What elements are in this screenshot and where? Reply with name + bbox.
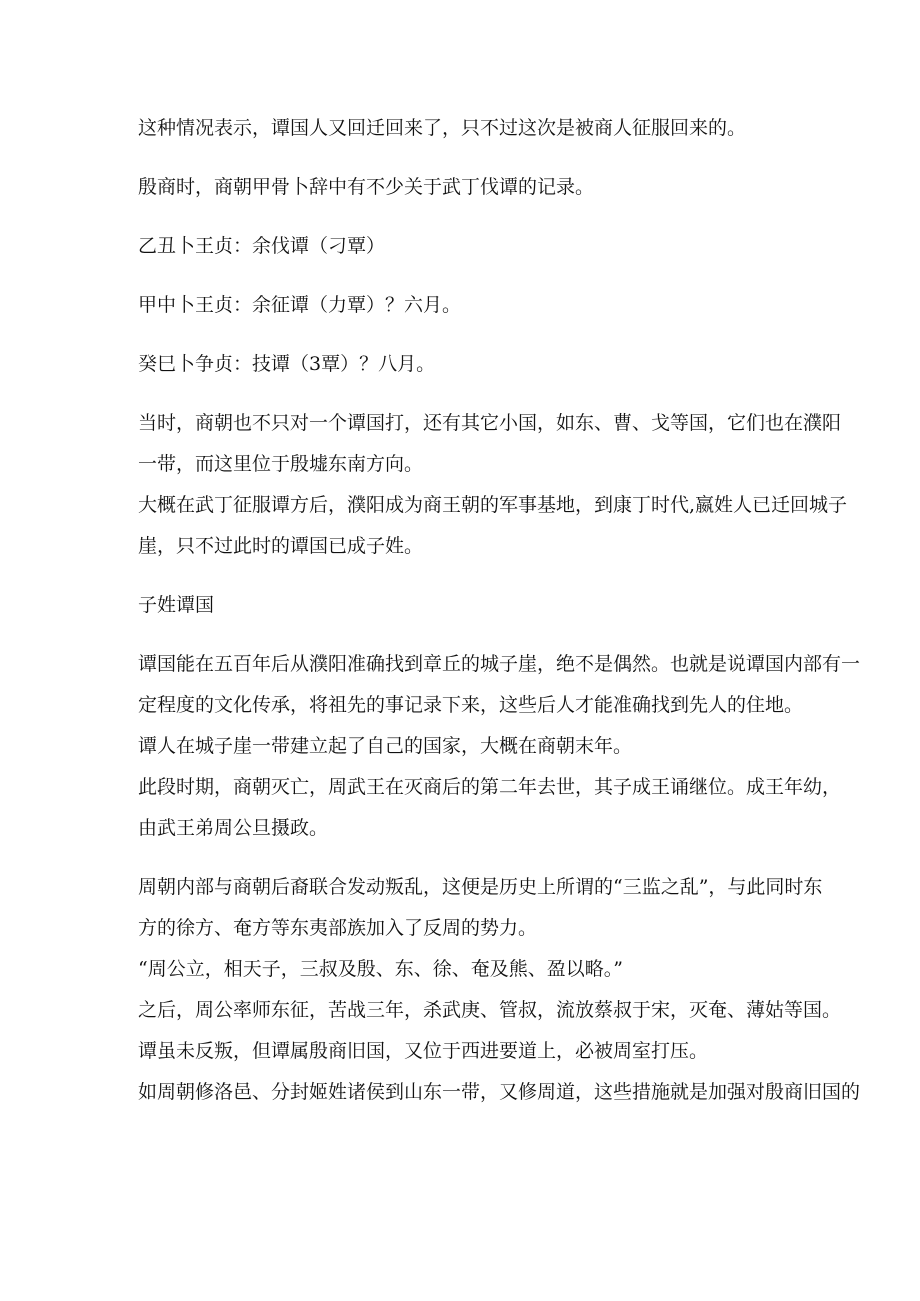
quote-line: “周公立，相天子，三叔及殷、东、徐、奄及熊、盈以略。” xyxy=(138,958,623,980)
paragraph-line: 崖，只不过此时的谭国已成子姓。 xyxy=(138,535,424,557)
paragraph-9 xyxy=(138,644,913,726)
paragraph-6 xyxy=(138,403,913,485)
paragraph-1: 这种情况表示，谭国人又回迁回来了，只不过这次是被商人征服回来的。 xyxy=(138,117,747,139)
paragraph-line: 方的徐方、奄方等东夷部族加入了反周的势力。 xyxy=(138,917,538,939)
paragraph-12 xyxy=(138,867,913,949)
paragraph-line: 谭国能在五百年后从濮阳准确找到章丘的城子崖，绝不是偶然。也就是说谭国内部有一 xyxy=(138,653,861,675)
paragraph-2: 殷商时，商朝甲骨卜辞中有不少关于武丁伐谭的记录。 xyxy=(138,176,595,198)
paragraph-line: 当时，商朝也不只对一个谭国打，还有其它小国，如东、曹、戈等国，它们也在濮阳 xyxy=(138,412,842,434)
paragraph-15: 谭虽未反叛，但谭属殷商旧国，又位于西进要道上，必被周室打压。 xyxy=(138,1040,709,1062)
document-body xyxy=(138,108,913,1113)
paragraph-line: 定程度的文化传承，将祖先的事记录下来，这些后人才能准确找到先人的住地。 xyxy=(138,694,804,716)
paragraph-line: 由武王弟周公旦摄政。 xyxy=(138,817,329,839)
paragraph-line: 大概在武丁征服谭方后，濮阳成为商王朝的军事基地，到康丁时代,嬴姓人已迁回城子 xyxy=(138,494,848,516)
paragraph-line: 此段时期，商朝灭亡，周武王在灭商后的第二年去世，其子成王诵继位。成王年幼， xyxy=(138,776,842,798)
paragraph-4: 甲中卜王贞：余征谭（力覃）？六月。 xyxy=(138,294,462,316)
paragraph-16: 如周朝修洛邑、分封姬姓诸侯到山东一带，又修周道，这些措施就是加强对殷商旧国的 xyxy=(138,1081,861,1103)
section-heading: 子姓谭国 xyxy=(138,594,215,616)
paragraph-7 xyxy=(138,485,913,567)
paragraph-14: 之后，周公率师东征，苦战三年，杀武庚、管叔，流放蔡叔于宋，灭奄、薄姑等国。 xyxy=(138,999,842,1021)
paragraph-5: 癸巳卜争贞：技谭（3覃）？八月。 xyxy=(138,353,436,375)
paragraph-10: 谭人在城子崖一带建立起了自己的国家，大概在商朝末年。 xyxy=(138,735,633,757)
paragraph-11 xyxy=(138,767,913,849)
paragraph-line: 周朝内部与商朝后裔联合发动叛乱，这便是历史上所谓的“三监之乱”，与此同时东 xyxy=(138,876,823,898)
paragraph-line: 一带，而这里位于殷墟东南方向。 xyxy=(138,453,424,475)
paragraph-3: 乙丑卜王贞：余伐谭（刁覃） xyxy=(138,235,386,257)
